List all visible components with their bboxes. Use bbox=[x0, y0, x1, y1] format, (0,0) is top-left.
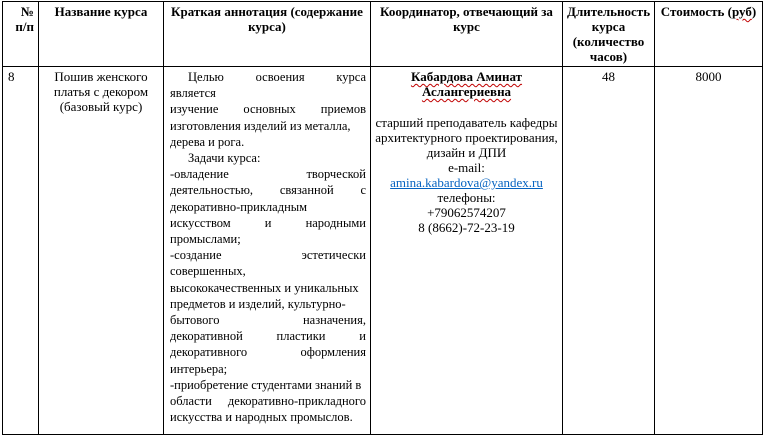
annotation-line: дерева и рога. bbox=[170, 134, 245, 149]
phones-label: телефоны: bbox=[437, 190, 496, 205]
coordinator-name-line2 bbox=[375, 84, 558, 99]
email-link[interactable]: amina.kabardova@yandex.ru bbox=[390, 175, 543, 190]
annotation-line: декоративной пластики и bbox=[170, 329, 366, 344]
annotation-line: Задачи курса: bbox=[188, 151, 261, 166]
annotation-line: декоративно-прикладным bbox=[170, 199, 308, 214]
annotation-line: изучение основных приемов bbox=[170, 102, 366, 117]
annotation-line: промыслами; bbox=[170, 232, 241, 247]
coordinator-name-line1: Кабардова Аминат bbox=[410, 69, 523, 84]
header-duration: Длительность курса (количество часов) bbox=[563, 2, 655, 67]
header-cost bbox=[655, 2, 763, 67]
header-row bbox=[3, 2, 763, 67]
annotation-line: предметов и изделий, культурно- bbox=[170, 296, 346, 311]
coordinator-position: старший преподаватель кафедры архитектурного проектирования, дизайн и ДПИ bbox=[375, 115, 558, 160]
header-cost-suffix: ) bbox=[751, 4, 757, 19]
annotation-line: искусства и народных промыслов. bbox=[170, 410, 353, 425]
course-name: Пошив женского платья с декором (базовый курс) bbox=[39, 67, 164, 435]
header-num: № п/п bbox=[3, 2, 39, 67]
annotation-line: -создание эстетически bbox=[170, 248, 366, 263]
annotation-line: деятельностью, связанной с bbox=[170, 183, 366, 198]
phone-1: +79062574207 bbox=[427, 205, 506, 220]
annotation-line: бытового назначения, bbox=[170, 313, 366, 328]
phone-2: 8 (8662)-72-23-19 bbox=[418, 220, 515, 235]
header-coordinator: Координатор, отвечающий за курс bbox=[371, 2, 563, 67]
course-duration: 48 bbox=[563, 67, 655, 435]
annotation-line: декоративного оформления bbox=[170, 345, 366, 360]
coordinator-patronymic: Аслангериевна bbox=[421, 84, 512, 99]
email-label: e-mail: bbox=[448, 160, 485, 175]
table-row bbox=[3, 67, 763, 435]
annotation-line: области декоративно-прикладного bbox=[170, 394, 366, 409]
annotation-line: -приобретение студентами знаний в bbox=[170, 377, 362, 392]
annotation-line: высококачественных и уникальных bbox=[170, 280, 359, 295]
annotation-line: Целью освоения курса bbox=[188, 70, 366, 84]
header-cost-prefix: Стоимость ( bbox=[660, 4, 732, 19]
course-table bbox=[2, 1, 763, 435]
header-course-name: Название курса bbox=[39, 2, 164, 67]
annotation-line: -овладение творческой bbox=[170, 167, 366, 182]
header-annotation: Краткая аннотация (содержание курса) bbox=[164, 2, 371, 67]
annotation-line: совершенных, bbox=[170, 264, 246, 279]
annotation-line: искусством и народными bbox=[170, 215, 366, 230]
annotation-line: является bbox=[170, 86, 216, 101]
header-cost-unit: руб bbox=[731, 4, 752, 19]
annotation-line: изготовления изделий из металла, bbox=[170, 118, 351, 133]
course-annotation bbox=[164, 67, 371, 435]
course-cost: 8000 bbox=[655, 67, 763, 435]
coordinator-info bbox=[371, 67, 563, 435]
row-num: 8 bbox=[3, 67, 39, 435]
coordinator-spacer bbox=[375, 99, 558, 115]
annotation-line: интерьера; bbox=[170, 361, 228, 376]
